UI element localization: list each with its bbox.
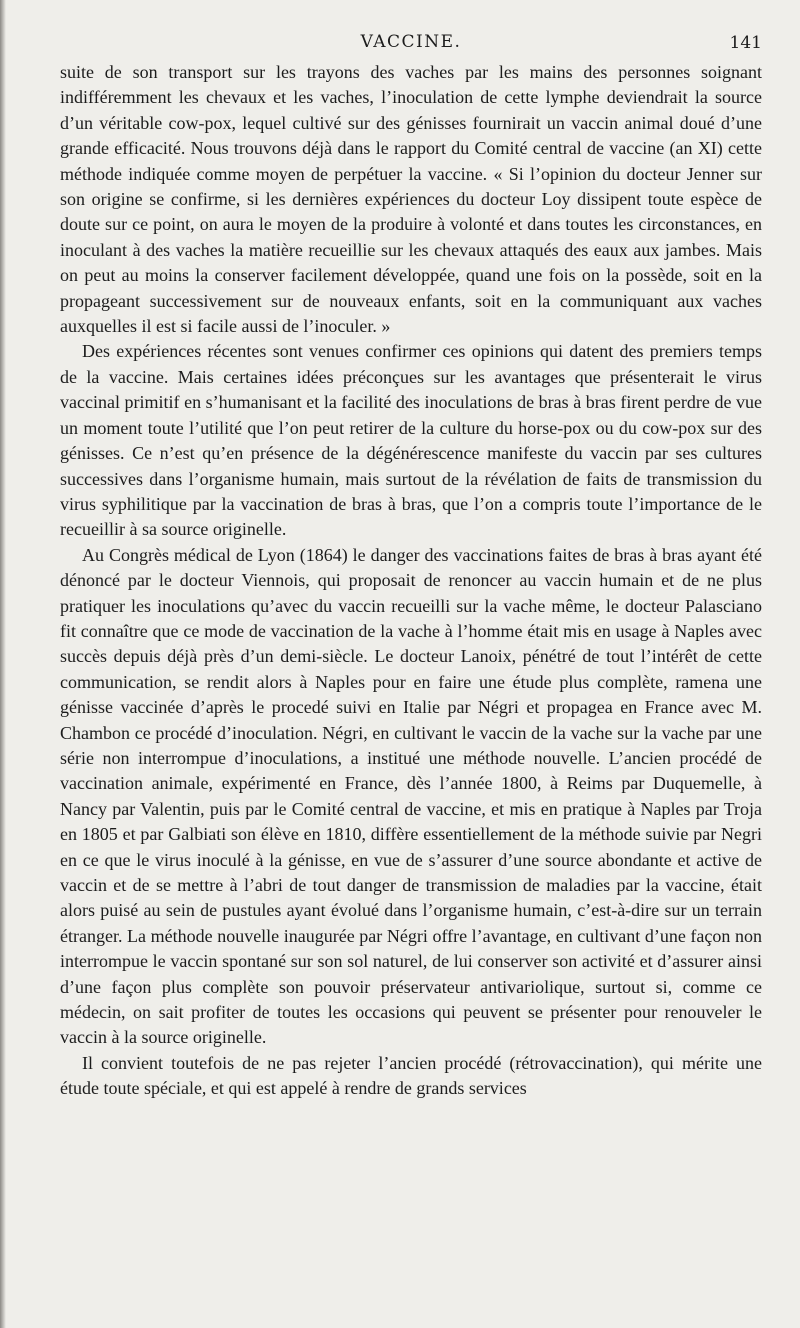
paragraph: Il convient toutefois de ne pas rejeter l’ancien procédé (rétrovaccination), qui mérite une étude toute spéciale, et qui est appelé à rendre de grands services xyxy=(60,1052,762,1099)
paragraph: Des expériences récentes sont venues confirmer ces opinions qui datent des premiers temps de la vaccine. Mais certaines idées préconçues sur les avantages que présenterait le virus vaccinal primitif en s’humanisant et la facilité des inoculations de bras à bras firent perdre de vue un moment toute l’utilité que l’on peut retirer de la culture du horse-pox ou du cow-pox sur des génisses. Ce n’est qu’en présence de la dégénérescence manifeste du vaccin par ses cultures successives dans l’organisme humain, mais surtout de la révélation de faits de transmission du virus syphilitique par la vaccination de bras à bras, que l’on a compris toute l’importance de le recueillir à sa source originelle. xyxy=(60,341,762,540)
paragraph: Au Congrès médical de Lyon (1864) le danger des vaccinations faites de bras à bras ayant été dénoncé par le docteur Viennois, qui proposait de renoncer au vaccin humain et de ne plus pratiquer les inoculations qu’avec du vaccin recueilli sur la vache même, le docteur Palasciano fit connaître que ce mode de vaccination de la vache à l’homme était mis en usage à Naples avec succès depuis déjà près d’un demi-siècle. Le docteur Lanoix, pénétré de tout l’intérêt de cette communication, se rendit alors à Naples pour en faire une étude plus complète, ramena une génisse vaccinée d’après le procedé suivi en Italie par Négri et propagea en France avec M. Chambon ce procédé d’inoculation. Négri, en cultivant le vaccin de la vache sur la vache par une série non interrompue d’inoculations, a institué une méthode nouvelle. L’ancien procédé de vaccination animale, expérimenté en France, dès l’année 1800, à Reims par Duquemelle, à Nancy par Valentin, puis par le Comité central de vaccine, et mis en pratique à Naples par Troja en 1805 et par Galbiati son élève en 1810, diffère essentiellement de la méthode suivie par Negri en ce que le virus inoculé à la génisse, en vue de s’assurer d’une source abondante et active de vaccin et de se mettre à l’abri de tout danger de transmission de maladies par la vaccine, était alors puisé au sein de pustules ayant évolué dans l’organisme humain, c’est-à-dire sur un terrain étranger. La méthode nouvelle inaugurée par Négri offre l’avantage, en cultivant d’une façon non interrompue le vaccin spontané sur son sol naturel, de lui conserver son activité et d’assurer ainsi d’une façon plus complète son pouvoir préservateur antivariolique, surtout si, comme ce médecin, on sait profiter de toutes les occasions qui peuvent se présenter pour renouveler le vaccin à la source originelle. xyxy=(60,544,762,1048)
body-text xyxy=(60,60,762,1102)
running-head xyxy=(60,26,762,60)
page-number: 141 xyxy=(729,33,762,53)
paragraph-continuation: suite de son transport sur les trayons des vaches par les mains des personnes soignant indifféremment les chevaux et les vaches, l’inoculation de cette lymphe deviendrait la source d’un véritable cow-pox, lequel cultivé sur des génisses fournirait un vaccin animal doué d’une grande efficacité. Nous trouvons déjà dans le rapport du Comité central de vaccine (an XI) cette méthode indiquée comme moyen de perpétuer la vaccine. « Si l’opinion du docteur Jenner sur son origine se confirme, si les dernières expériences du docteur Loy dissipent toute espèce de doute sur ce point, on aura le moyen de la produire à volonté et dans toutes les circonstances, en inoculant à des vaches la matière recueillie sur les chevaux attaqués des eaux aux jambes. Mais on peut au moins la conserver facilement développée, quand une fois on la possède, soit en la propageant successivement sur de nouveaux enfants, soit en la communiquant aux vaches auxquelles il est si facile aussi de l’inoculer. » xyxy=(60,62,762,337)
running-title: VACCINE. xyxy=(360,32,462,52)
